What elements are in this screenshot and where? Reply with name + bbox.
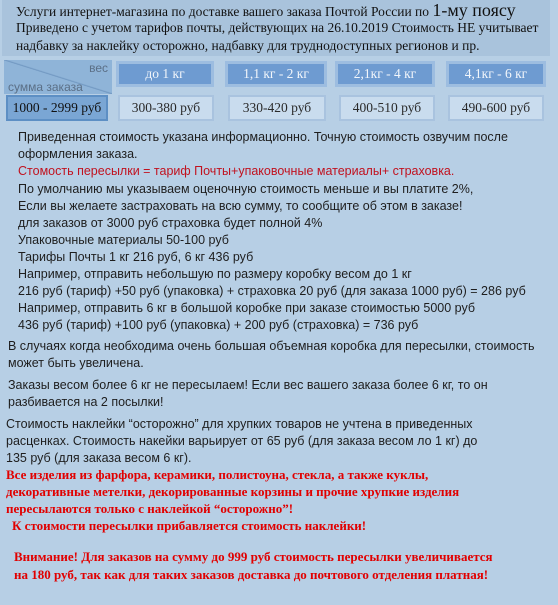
big-box-line-2: может быть увеличена.	[8, 356, 144, 370]
weight-limit-line-1: Заказы весом более 6 кг не пересылаем! Если вес вашего заказа более 6 кг, то он	[8, 378, 488, 392]
header-line-1	[16, 2, 516, 20]
warning-line-2: на 180 руб, так как для таких заказов доставка до почтового отделения платная!	[14, 567, 489, 582]
price-cell-1: 300-380 руб	[118, 95, 214, 121]
cost-formula: Стомость пересылки = тариф Почты+упаковочные материалы+ страховка.	[18, 164, 455, 178]
fragile-line-1: Все изделия из фарфора, керамики, полистоуна, стекла, а также куклы,	[6, 467, 429, 482]
fragile-line-2: декоративные метелки, декорированные корзины и прочие хрупкие изделия	[6, 484, 460, 499]
example-2-calc: 436 руб (тариф) +100 руб (упаковка) + 200 руб (страховка) = 736 руб	[18, 318, 419, 332]
tariff-line: Тарифы Почты 1 кг 216 руб, 6 кг 436 руб	[18, 250, 254, 264]
table-corner-cell	[4, 60, 112, 94]
example-1-calc: 216 руб (тариф) +50 руб (упаковка) + страховка 20 руб (для заказа 1000 руб) = 286 руб	[18, 284, 526, 298]
sticker-line-1: Стоимость наклейки “осторожно” для хрупких товаров не учтена в приведенных	[6, 417, 473, 431]
weight-column-2: 1,1 кг - 2 кг	[225, 61, 327, 87]
packaging-line: Упаковочные материалы 50-100 руб	[18, 233, 229, 247]
example-2-line: Например, отправить 6 кг в большой коробке при заказе стоимостью 5000 руб	[18, 301, 476, 315]
order-range-cell: 1000 - 2999 руб	[6, 95, 108, 121]
example-1-line: Например, отправить небольшую по размеру коробку весом до 1 кг	[18, 267, 412, 281]
weight-limit-line-2: разбивается на 2 посылки!	[8, 395, 164, 409]
weight-label: вес	[89, 61, 108, 75]
header-line-2: Приведено с учетом тарифов почты, действующих на 26.10.2019 Стоимость НЕ учитывает	[16, 20, 539, 35]
weight-column-4: 4,1кг - 6 кг	[446, 61, 546, 87]
insurance-3000-line: для заказов от 3000 руб страховка будет полной 4%	[18, 216, 323, 230]
price-cell-3: 400-510 руб	[339, 95, 435, 121]
sticker-line-2: расценках. Стоимость накейки варьирует от 65 руб (для заказа весом ло 1 кг) до	[6, 434, 478, 448]
weight-column-1: до 1 кг	[116, 61, 214, 87]
price-cell-4: 490-600 руб	[448, 95, 544, 121]
info-line-2: оформления заказа.	[18, 147, 138, 161]
order-sum-label: сумма заказа	[8, 80, 83, 94]
header-line-3: надбавку за наклейку осторожно, надбавку для труднодоступных регионов и пр.	[16, 38, 480, 53]
price-cell-2: 330-420 руб	[228, 95, 326, 121]
header-line-1-text: Услуги интернет-магазина по доставке вашего заказа Почтой России по	[16, 4, 430, 19]
full-insurance-line: Если вы желаете застраховать на всю сумму, то сообщите об этом в заказе!	[18, 199, 463, 213]
info-line-1: Приведенная стоимость указана информационно. Точную стоимость озвучим после	[18, 130, 508, 144]
header-banner	[2, 0, 550, 56]
header-zone: 1-му поясу	[432, 0, 516, 20]
sticker-line-3: 135 руб (для заказа весом 6 кг).	[6, 451, 192, 465]
sticker-surcharge-line: К стоимости пересылки прибавляется стоимость наклейки!	[12, 518, 367, 533]
default-insurance-line: По умолчанию мы указываем оценочную стоимость меньше и вы платите 2%,	[18, 182, 474, 196]
weight-column-3: 2,1кг - 4 кг	[335, 61, 435, 87]
big-box-line-1: В случаях когда необходима очень большая объемная коробка для пересылки, стоимость	[8, 339, 535, 353]
fragile-line-3: пересылаются только с наклейкой “осторожно”!	[6, 501, 294, 516]
warning-line-1: Внимание! Для заказов на сумму до 999 руб стоимость пересылки увеличивается	[14, 549, 493, 564]
